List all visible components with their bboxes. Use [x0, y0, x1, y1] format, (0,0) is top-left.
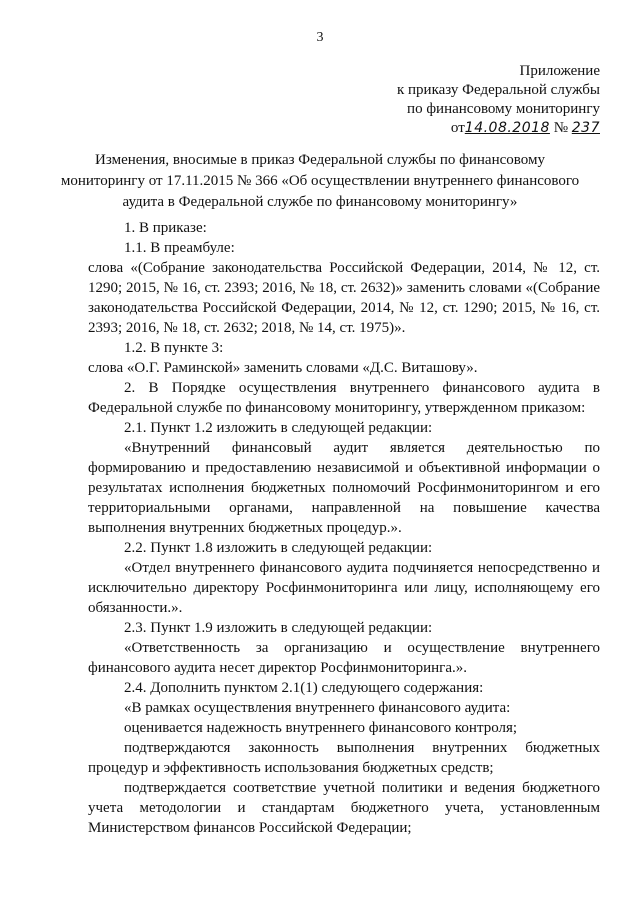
- paragraph: 2.2. Пункт 1.8 изложить в следующей редакции:: [124, 540, 433, 556]
- paragraph: подтверждаются законность выполнения внутренних бюджетных процедур и эффективность использования бюджетных средств;: [88, 740, 600, 776]
- paragraph: оценивается надежность внутреннего финансового контроля;: [124, 720, 518, 736]
- handwritten-number: 237: [571, 120, 600, 136]
- paragraph: 2.4. Дополнить пунктом 2.1(1) следующего содержания:: [124, 680, 484, 696]
- date-prefix: от: [450, 120, 465, 136]
- document-title: Изменения, вносимые в приказ Федеральной службы по финансовому мониторингу от 17.11.2015 № 366 «Об осуществлении внутреннего финансового аудита в Федеральной службе по финансовому мониторингу»: [60, 152, 580, 210]
- paragraph: «Отдел внутреннего финансового аудита подчиняется непосредственно и исключительно директору Росфинмониторинга или лицу, исполняющему его обязанности.».: [88, 560, 600, 616]
- paragraph: 1.2. В пункте 3:: [124, 340, 224, 356]
- paragraph: 2.1. Пункт 1.2 изложить в следующей редакции:: [124, 420, 433, 436]
- appendix-line-1: Приложение: [519, 63, 600, 79]
- appendix-date-line: [397, 119, 600, 138]
- paragraph: 2. В Порядке осуществления внутреннего финансового аудита в Федеральной службе по финансовому мониторингу, утвержденном приказом:: [88, 380, 600, 416]
- paragraph: 2.3. Пункт 1.9 изложить в следующей редакции:: [124, 620, 433, 636]
- paragraph: слова «О.Г. Раминской» заменить словами «Д.С. Виташову».: [88, 360, 478, 376]
- appendix-line-3: по финансовому мониторингу: [407, 101, 600, 117]
- appendix-line-2: к приказу Федеральной службы: [396, 82, 600, 98]
- paragraph: слова «(Собрание законодательства Российской Федерации, 2014, № 12, ст. 1290; 2015, № 16, ст. 2393; 2016, № 18, ст. 2632)» заменить словами «(Собрание законодательства Российской Федерации, 2014, № 12, ст. 1290; 2015, № 16, ст. 2393; 2016, № 18, ст. 2632; 2018, № 14, ст. 1975)».: [88, 260, 600, 336]
- paragraph: «Внутренний финансовый аудит является деятельностью по формированию и предоставлению независимой и объективной информации о результатах исполнения бюджетных полномочий Росфинмониторингом и его территориальными органами, направленной на повышение качества выполнения внутренних бюджетных процедур.».: [88, 440, 600, 536]
- paragraph: «Ответственность за организацию и осуществление внутреннего финансового аудита несет директор Росфинмониторинга.».: [88, 640, 600, 676]
- paragraph: 1.1. В преамбуле:: [124, 240, 235, 256]
- paragraph: подтверждается соответствие учетной политики и ведения бюджетного учета методологии и стандартам бюджетного учета, установленным Министерством финансов Российской Федерации;: [88, 780, 600, 836]
- appendix-header: [397, 62, 600, 138]
- paragraph: 1. В приказе:: [124, 220, 207, 236]
- paragraph: «В рамках осуществления внутреннего финансового аудита:: [124, 700, 511, 716]
- handwritten-date: 14.08.2018: [464, 120, 550, 136]
- page-number: 3: [316, 30, 324, 45]
- document-body: [88, 218, 600, 838]
- number-prefix: №: [553, 120, 569, 136]
